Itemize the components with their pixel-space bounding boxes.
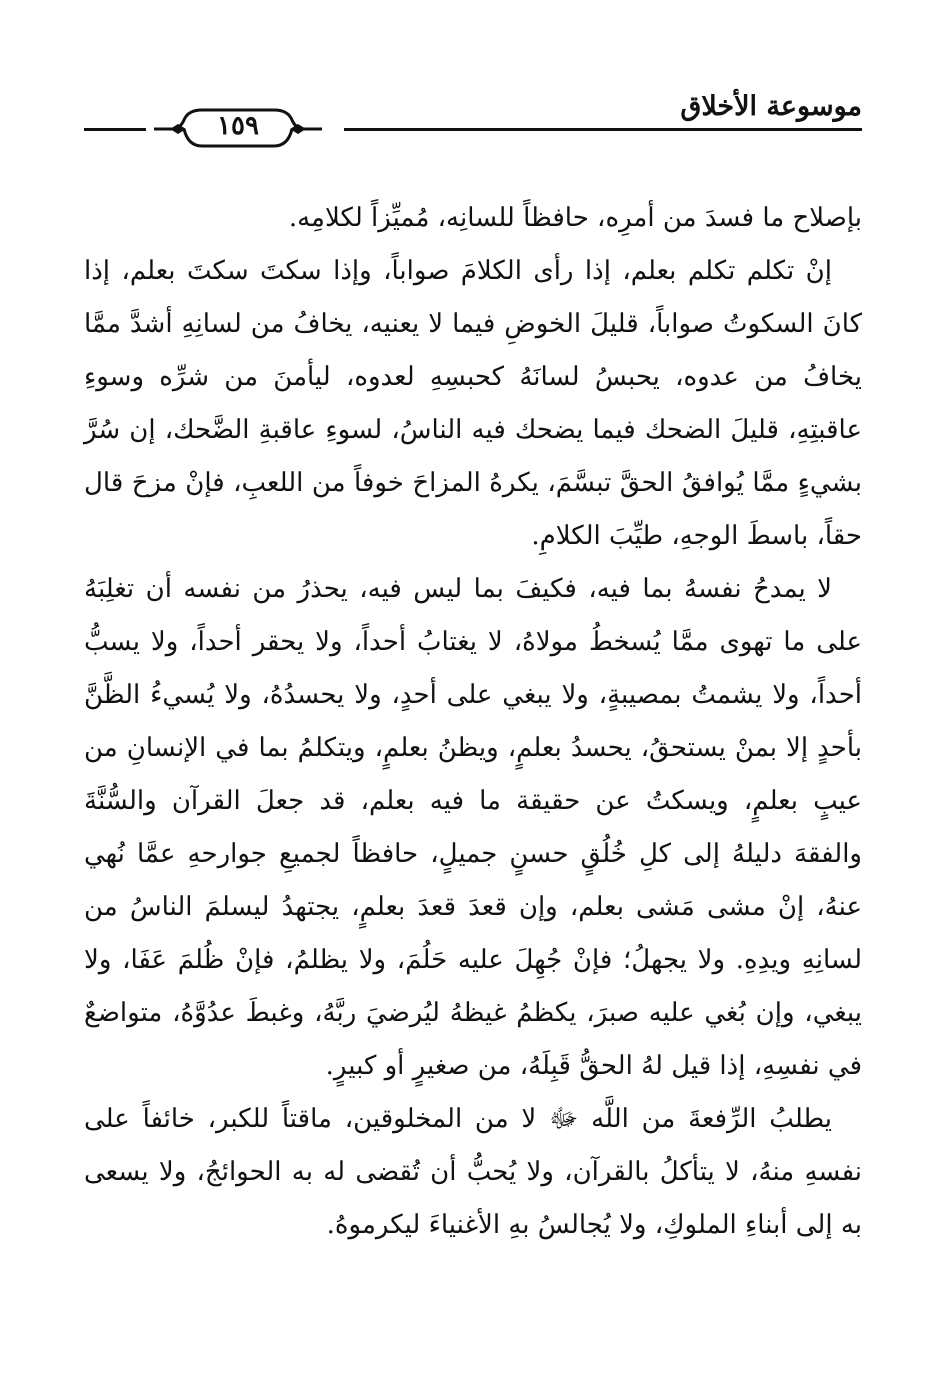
header-rule-right <box>344 128 862 131</box>
page-number: ١٥٩ <box>217 111 259 141</box>
book-title: موسوعة الأخلاق <box>680 91 862 122</box>
running-header <box>84 84 862 144</box>
page-body <box>84 192 862 1252</box>
page-number-badge <box>150 102 326 154</box>
paragraph: لا يمدحُ نفسهُ بما فيه، فكيفَ بما ليس فيه، يحذرُ من نفسه أن تغلِبَهُ على ما تهوى ممَّا يُسخطُ مولاهُ، لا يغتابُ أحداً، ولا يحقر أحداً، ولا يسبُّ أحداً، ولا يشمتُ بمصيبةٍ، ولا يبغي على أحدٍ، ولا يحسدُهُ، ولا يُسيءُ الظَّنَّ بأحدٍ إلا بمنْ يستحقُ، يحسدُ بعلمٍ، ويظنُ بعلمٍ، ويتكلمُ بما في الإنسانِ من عيبٍ بعلمٍ، ويسكتُ عن حقيقة ما فيه بعلم، قد جعلَ القرآن والسُّنَّةَ والفقهَ دليلهُ إلى كلِ خُلُقٍ حسنٍ جميلٍ، حافظاً لجميعِ جوارحهِ عمَّا نُهي عنهُ، إنْ مشى مَشى بعلم، وإن قعدَ قعدَ بعلمٍ، يجتهدُ ليسلمَ الناسُ من لسانِهِ ويدِهِ. ولا يجهلُ؛ فإنْ جُهِلَ عليه حَلُمَ، ولا يظلمُ، فإنْ ظُلمَ عَفَا، ولا يبغي، وإن بُغي عليه صبرَ، يكظمُ غيظهُ ليُرضيَ ربَّهُ، وغبطَ عدُوَّهُ، متواضعٌ في نفسِهِ، إذا قيل لهُ الحقُّ قَبِلَهُ، من صغيرٍ أو كبيرٍ. <box>84 574 862 1081</box>
paragraph: إنْ تكلم تكلم بعلم، إذا رأى الكلامَ صواباً، وإذا سكتَ سكتَ بعلم، إذا كانَ السكوتُ صواباً، قليلَ الخوضِ فيما لا يعنيه، يخافُ من لسانِهِ أشدَّ ممَّا يخافُ من عدوه، يحبسُ لسانَهُ كحبسِهِ لعدوه، ليأمنَ من شرِّه وسوءِ عاقبتِهِ، قليلَ الضحك فيما يضحك فيه الناسُ، لسوءِ عاقبةِ الضَّحك، إن سُرَّ بشيءٍ ممَّا يُوافقُ الحقَّ تبسَّمَ، يكرهُ المزاحَ خوفاً من اللعبِ، فإنْ مزحَ قال حقاً، باسطَ الوجهِ، طيِّبَ الكلامِ. <box>84 256 862 551</box>
header-rule-left <box>84 128 146 131</box>
paragraph: يطلبُ الرِّفعةَ من اللَّه ﷻ لا من المخلوقين، ماقتاً للكبر، خائفاً على نفسهِ منهُ، لا يتأكلُ بالقرآن، ولا يُحبُّ أن تُقضى له به الحوائجُ، ولا يسعى به إلى أبناءِ الملوكِ، ولا يُجالسُ بهِ الأغنياءَ ليكرموهُ. <box>84 1104 862 1240</box>
paragraph: بإصلاح ما فسدَ من أمرِه، حافظاً للسانِه، مُميِّزاً لكلامِه. <box>288 203 862 233</box>
